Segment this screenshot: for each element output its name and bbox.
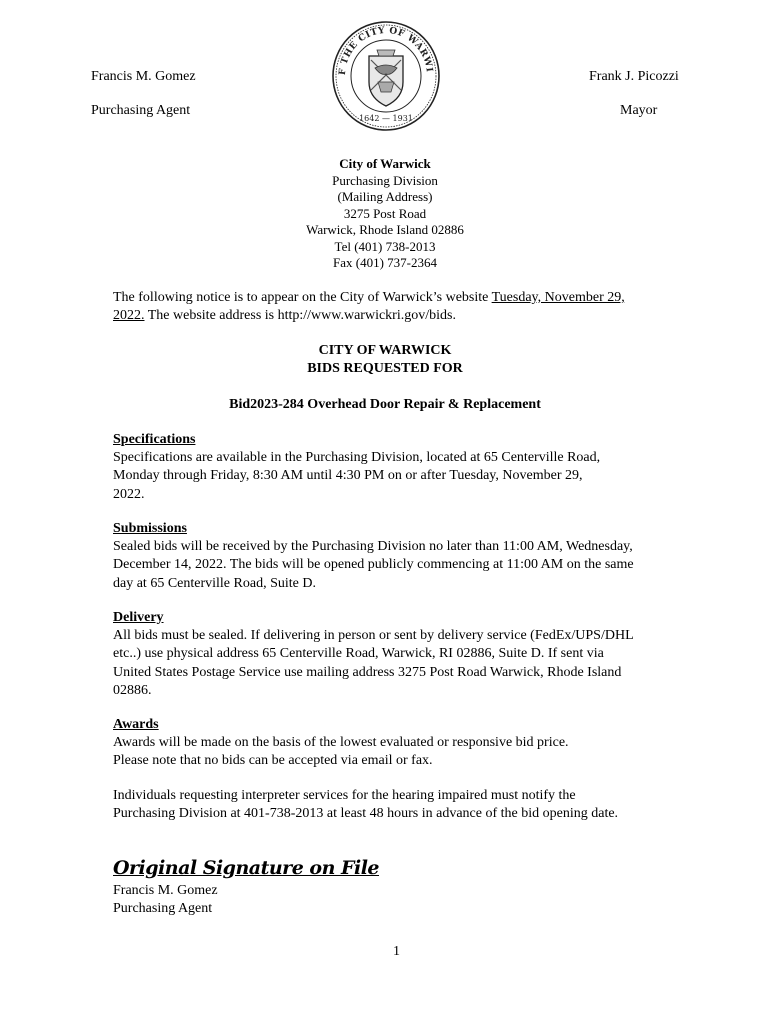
address-org: City of Warwick	[339, 156, 431, 171]
submissions-heading: Submissions	[113, 521, 187, 536]
submissions-line: Sealed bids will be received by the Purchasing Division no later than 11:00 AM, Wednesday,	[113, 539, 633, 555]
address-block	[0, 156, 770, 272]
delivery-line: United States Postage Service use mailing address 3275 Post Road Warwick, Rhode Island	[113, 664, 622, 680]
original-signature-note: Original Signature on File	[113, 857, 380, 879]
notice-date-line2: 2022.	[113, 308, 145, 324]
notice-title	[0, 342, 770, 378]
address-fax: Fax (401) 737-2364	[333, 255, 437, 270]
section-awards	[113, 716, 693, 771]
specifications-line: Specifications are available in the Purchasing Division, located at 65 Centerville Road,	[113, 450, 601, 466]
purchasing-agent-title: Purchasing Agent	[91, 103, 191, 118]
address-street: 3275 Post Road	[343, 205, 427, 221]
notice-suffix: The website address is http://www.warwickri.gov/bids.	[144, 308, 456, 324]
city-seal-logo	[331, 20, 441, 132]
specifications-line: 2022.	[113, 486, 145, 502]
specifications-line: Monday through Friday, 8:30 AM until 4:30 PM on or after Tuesday, November 29,	[113, 468, 583, 484]
specifications-heading: Specifications	[113, 432, 196, 447]
signature-title: Purchasing Agent	[113, 901, 213, 916]
title-line2: BIDS REQUESTED FOR	[307, 361, 463, 376]
delivery-heading: Delivery	[113, 610, 164, 625]
address-tel: Tel (401) 738-2013	[334, 238, 436, 254]
awards-line: Awards will be made on the basis of the lowest evaluated or responsive bid price.	[113, 735, 569, 751]
section-submissions	[113, 520, 693, 593]
delivery-line: etc..) use physical address 65 Centerville Road, Warwick, RI 02886, Suite D. If sent via	[113, 646, 604, 662]
address-division: Purchasing Division	[332, 172, 438, 188]
notice-prefix: The following notice is to appear on the City of Warwick’s website	[113, 290, 492, 305]
signature-name: Francis M. Gomez	[113, 883, 218, 898]
purchasing-agent-name: Francis M. Gomez	[91, 69, 196, 84]
interpreter-line: Individuals requesting interpreter services for the hearing impaired must notify the	[113, 788, 576, 803]
seal-years: 1642 — 1931	[359, 114, 413, 123]
submissions-line: day at 65 Centerville Road, Suite D.	[113, 575, 316, 591]
delivery-line: All bids must be sealed. If delivering in person or sent by delivery service (FedEx/UPS/DHL	[113, 628, 634, 644]
notice-date-line1: Tuesday, November 29,	[491, 290, 625, 305]
address-city: Warwick, Rhode Island 02886	[306, 222, 464, 237]
section-specifications	[113, 431, 693, 504]
mayor-name: Frank J. Picozzi	[589, 69, 679, 84]
awards-heading: Awards	[113, 717, 159, 732]
delivery-line: 02886.	[113, 682, 152, 698]
submissions-line: December 14, 2022. The bids will be opened publicly commencing at 11:00 AM on the same	[113, 557, 634, 573]
mayor-title: Mayor	[620, 103, 658, 118]
website-notice	[113, 289, 693, 325]
page-number: 1	[393, 944, 400, 959]
title-line1: CITY OF WARWICK	[318, 343, 452, 358]
address-mailing: (Mailing Address)	[337, 189, 433, 204]
seal-text: F THE CITY OF WARWI	[337, 25, 434, 76]
section-delivery	[113, 609, 693, 700]
awards-line: Please note that no bids can be accepted via email or fax.	[113, 753, 433, 769]
section-interpreter	[113, 787, 693, 823]
interpreter-line: Purchasing Division at 401-738-2013 at least 48 hours in advance of the bid opening date.	[113, 806, 619, 822]
bid-title: Bid2023-284 Overhead Door Repair & Replacement	[229, 397, 541, 412]
